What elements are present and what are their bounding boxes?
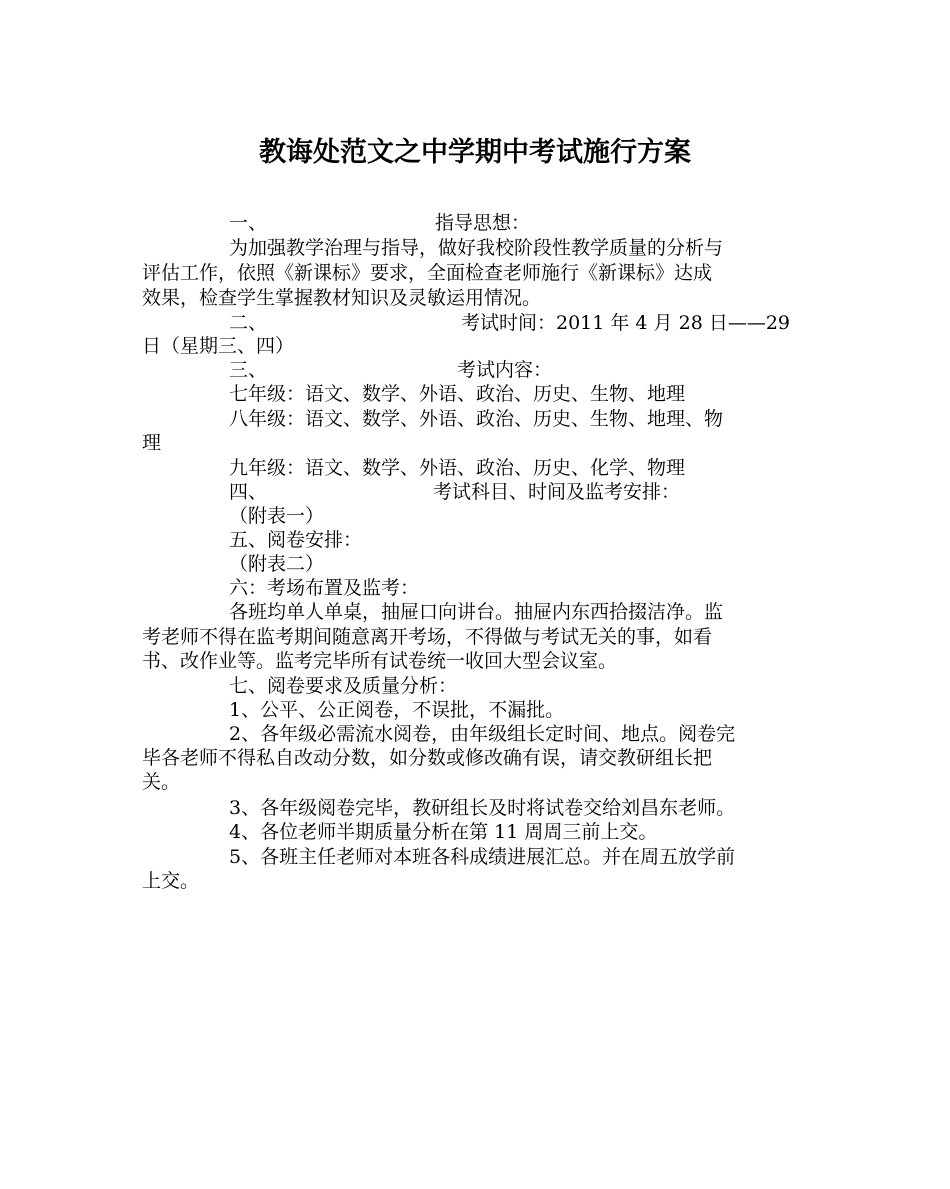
requirement-3: 3、各年级阅卷完毕，教研组长及时将试卷交给刘昌东老师。 [229,797,736,819]
requirement-5-line-2: 上交。 [142,870,200,892]
section-2-continuation: 日（星期三、四） [142,335,295,357]
section-2-number: 二、 [229,312,268,334]
section-1-heading: 指导思想： [435,212,531,234]
grade-8-subjects: 八年级：语文、数学、外语、政治、历史、生物、地理、物 [229,408,724,430]
para-1-line-2: 评估工作，依照《新课标》要求，全面检查老师施行《新课标》达成 [142,262,713,284]
grade-9-subjects: 九年级：语文、数学、外语、政治、历史、化学、物理 [229,457,686,479]
section-4-number: 四、 [229,481,268,503]
section-4-heading: 考试科目、时间及监考安排： [433,481,681,503]
section-3-number: 三、 [229,359,268,381]
para-6-line-3: 书、改作业等。监考完毕所有试卷统一收回大型会议室。 [142,650,618,672]
attachment-1-note: （附表一） [229,505,325,527]
para-1-line-3: 效果，检查学生掌握教材知识及灵敏运用情况。 [142,287,542,309]
attachment-2-note: （附表二） [229,553,325,575]
para-6-line-2: 考老师不得在监考期间随意离开考场，不得做与考试无关的事，如看 [142,626,713,648]
para-1-line-1: 为加强教学治理与指导，做好我校阶段性教学质量的分析与 [229,237,724,259]
requirement-4: 4、各位老师半期质量分析在第 11 周周三前上交。 [229,821,658,843]
para-6-line-1: 各班均单人单桌，抽屉口向讲台。抽屉内东西拾掇洁净。监 [229,601,724,623]
section-3-heading: 考试内容： [457,359,553,381]
document-title: 教诲处范文之中学期中考试施行方案 [259,137,691,168]
section-6-heading: 六：考场布置及监考： [229,577,420,599]
section-1-number: 一、 [229,212,268,234]
section-5-heading: 五、阅卷安排： [229,529,363,551]
section-2-heading: 考试时间：2011 年 4 月 28 日——29 [461,312,790,334]
requirement-2-line-2: 毕各老师不得私自改动分数，如分数或修改确有误，请交教研组长把 [142,747,713,769]
grade-8-subjects-continued: 理 [142,432,162,454]
grade-7-subjects: 七年级：语文、数学、外语、政治、历史、生物、地理 [229,383,686,405]
requirement-2-line-1: 2、各年级必需流水阅卷，由年级组长定时间、地点。阅卷完 [229,723,736,745]
requirement-5-line-1: 5、各班主任老师对本班各科成绩进展汇总。并在周五放学前 [229,846,736,868]
requirement-1: 1、公平、公正阅卷，不误批，不漏批。 [229,699,565,721]
requirement-2-line-3: 关。 [142,771,181,793]
section-7-heading: 七、阅卷要求及质量分析： [229,675,458,697]
